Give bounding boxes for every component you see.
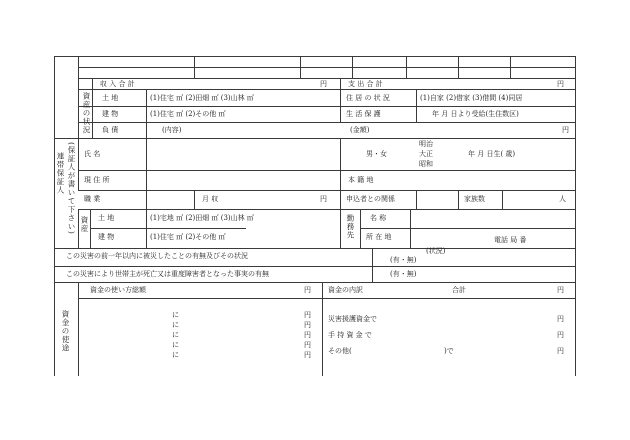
usage-row-unit: 円 (304, 341, 311, 349)
border-top (54, 56, 576, 57)
disaster-question-2: この災害により世帯主が死亡又は重度障害者となった事実の有無 (66, 270, 269, 278)
era-meiji: 明治 (419, 140, 433, 148)
breakdown-disaster-fund: 災害援護資金で (328, 315, 377, 323)
guarantor-income-unit: 円 (320, 195, 327, 203)
guarantor-building-options: (1)住宅 ㎡ (2)その他 ㎡ (150, 233, 226, 241)
era-taisho: 大正 (419, 150, 433, 158)
usage-total-unit: 円 (304, 286, 311, 294)
guarantor-family-label: 家族数 (464, 195, 485, 203)
usage-row: に (172, 351, 179, 359)
expense-total-label: 支 出 合 計 (348, 80, 383, 88)
income-land-label: 土 地 (102, 94, 119, 102)
guarantor-sex: 男・女 (366, 150, 387, 158)
guarantor-relation-label: 申込者との関係 (346, 195, 395, 203)
guarantor-group-note: (保証人が書いて下さい) (67, 142, 76, 235)
usage-total-label: 資金の使い方総額 (90, 286, 146, 294)
debt-unit: 円 (562, 126, 569, 134)
guarantor-family-unit: 人 (559, 195, 566, 203)
welfare-label: 生 活 保 護 (346, 110, 381, 118)
guarantor-group-label: 連帯保証人 (56, 152, 65, 195)
debt-label: 負 債 (102, 126, 119, 134)
expense-total-unit: 円 (557, 80, 564, 88)
income-total-label: 収 入 合 計 (100, 80, 135, 88)
funds-group-label: 資金の使途 (61, 310, 70, 353)
welfare-value: 年 月 日より受給(生住数区) (432, 110, 519, 118)
usage-row-unit: 円 (304, 351, 311, 359)
breakdown-other: その他( (328, 347, 352, 355)
breakdown-own-fund: 手 持 資 金 で (328, 331, 372, 339)
debt-content: (内容) (162, 126, 182, 134)
usage-row-unit: 円 (304, 311, 311, 319)
border-right (575, 56, 576, 376)
work-phone-label: 電話 局 番 (494, 236, 527, 244)
breakdown-other-unit: 円 (557, 347, 564, 355)
income-land-options: (1)住宅 ㎡ (2)田畑 ㎡ (3)山林 ㎡ (150, 94, 254, 102)
guarantor-work-label: 勤務先 (346, 214, 355, 240)
guarantor-income-label: 月 収 (202, 195, 219, 203)
breakdown-own-fund-unit: 円 (557, 331, 564, 339)
guarantor-birth: 年 月 日生( 歳) (468, 150, 516, 158)
guarantor-domicile-label: 本 籍 地 (348, 176, 374, 184)
guarantor-assets-label: 資産 (80, 216, 89, 233)
disaster-q1-answer: (有・無) (390, 256, 417, 264)
housing-label: 住 居 の 状 況 (346, 94, 390, 102)
guarantor-name-label: 氏 名 (84, 150, 101, 158)
work-name-label: 名 称 (370, 214, 387, 222)
breakdown-disaster-fund-unit: 円 (557, 315, 564, 323)
breakdown-total-label: 合計 (452, 286, 466, 294)
housing-options: (1)自家 (2)借家 (3)借間 (4)同居 (420, 94, 523, 102)
disaster-q1-status-label: (状況) (426, 247, 446, 255)
usage-row: に (172, 321, 179, 329)
breakdown-label: 資金の内訳 (328, 286, 363, 294)
work-address-label: 所 在 地 (366, 233, 392, 241)
disaster-question-1: この災害の前一年以内に被災したことの有無及びその状況 (66, 252, 248, 260)
disaster-q2-answer: (有・無) (390, 270, 417, 278)
guarantor-job-label: 職 業 (84, 195, 101, 203)
income-building-label: 建 物 (102, 110, 119, 118)
usage-row: に (172, 331, 179, 339)
assets-group-label: 資産の状況 (82, 92, 91, 135)
usage-row: に (172, 311, 179, 319)
usage-row-unit: 円 (304, 321, 311, 329)
guarantor-land-options: (1)宅地 ㎡ (2)田畑 ㎡ (3)山林 ㎡ (150, 214, 254, 222)
breakdown-total-unit: 円 (557, 286, 564, 294)
usage-row: に (172, 341, 179, 349)
loan-application-form (54, 56, 576, 440)
income-total-unit: 円 (320, 80, 327, 88)
debt-amount: (金額) (350, 126, 370, 134)
income-building-options: (1)住宅 ㎡ (2)その他 ㎡ (150, 110, 226, 118)
guarantor-address-label: 現 住 所 (84, 176, 110, 184)
usage-row-unit: 円 (304, 331, 311, 339)
border-left (54, 56, 55, 376)
guarantor-land-label: 土 地 (98, 214, 115, 222)
guarantor-building-label: 建 物 (98, 233, 115, 241)
breakdown-other-suffix: )で (444, 347, 454, 355)
era-showa: 昭和 (419, 160, 433, 168)
